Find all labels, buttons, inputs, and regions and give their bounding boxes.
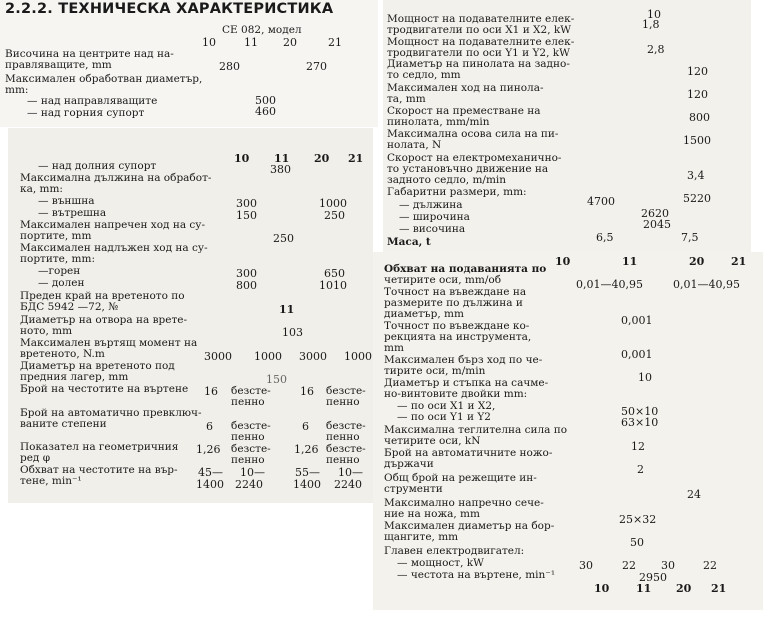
spec-panel-top-right [383, 0, 751, 252]
spec-label: Диаметър на пинолата на задно- [387, 58, 570, 70]
spec-label: — честота на въртене, min⁻¹ [397, 569, 556, 581]
spec-value: 7,5 [681, 231, 699, 244]
spec-label: Максимален ход на пинола- [387, 82, 544, 94]
spec-value: 0,01—40,95 [576, 278, 643, 291]
spec-value: 5220 [683, 192, 711, 205]
spec-label: Максимална дължина на обработ- [20, 172, 212, 184]
spec-label: — външна [38, 195, 95, 207]
col-header: 21 [348, 152, 364, 165]
spec-label: — мощност, kW [397, 557, 484, 569]
col-footer: 20 [676, 582, 692, 595]
col-header: 21 [328, 36, 342, 49]
spec-value: 650 [324, 267, 345, 280]
model-label: СЕ 082, модел [222, 24, 302, 36]
spec-value: 6,5 [596, 231, 614, 244]
spec-label: размерите по дължина и [384, 297, 523, 309]
spec-value: 11 [279, 303, 295, 316]
spec-value: 6 [206, 420, 213, 433]
spec-label: предния лагер, mm [20, 371, 129, 383]
spec-label: Маса, t [387, 236, 431, 248]
spec-value: пенно [231, 396, 265, 408]
col-header: 11 [274, 152, 290, 165]
spec-value: 1000 [319, 197, 347, 210]
spec-label: ваните степени [20, 418, 107, 430]
spec-label: четирите оси, kN [384, 435, 481, 447]
spec-label: портите, mm: [20, 253, 95, 265]
spec-value: 0,001 [621, 314, 653, 327]
spec-value: безсте- [231, 420, 271, 432]
spec-label: то установъчно движение на [387, 163, 549, 175]
spec-value: 2240 [334, 478, 362, 491]
spec-label: БДС 5942 —72, № [20, 301, 119, 313]
spec-label: щангите, mm [384, 531, 459, 543]
spec-value: безсте- [326, 420, 366, 432]
spec-value: безсте- [326, 443, 366, 455]
spec-label: Брой на честотите на въртене [20, 383, 189, 395]
col-header: 20 [283, 36, 297, 49]
spec-label: правляващите, mm [5, 59, 112, 71]
spec-value: 16 [204, 385, 218, 398]
col-header: 21 [731, 255, 747, 268]
spec-value: пенно [326, 396, 360, 408]
spec-label: задното седло, m/min [387, 174, 507, 186]
spec-value: 800 [689, 111, 710, 124]
spec-value: 1,26 [294, 443, 319, 456]
spec-label: Точност на въвеждане на [384, 286, 527, 298]
spec-value: 150 [236, 209, 257, 222]
spec-label: —горен [38, 265, 81, 277]
spec-label: Точност по въвеждане ко- [384, 320, 530, 332]
spec-value: 270 [306, 60, 327, 73]
spec-label: вретеното, N.m [20, 348, 105, 360]
spec-label: диаметър, mm [384, 308, 464, 320]
spec-value: 103 [282, 326, 303, 339]
spec-label: Обхват на честотите на вър- [20, 464, 178, 476]
spec-panel-top-left [0, 0, 378, 127]
spec-value: 30 [661, 559, 675, 572]
spec-label: — по оси Y1 и Y2 [397, 411, 491, 423]
spec-value: 10 [638, 371, 652, 384]
spec-value: 2 [637, 463, 644, 476]
spec-label: Максимален напречен ход на су- [20, 219, 206, 231]
spec-value: 800 [236, 279, 257, 292]
spec-value: 3,4 [687, 169, 705, 182]
spec-label: Максимален диаметър на бор- [384, 520, 555, 532]
spec-value: 1400 [293, 478, 321, 491]
spec-value: 2620 [641, 207, 669, 220]
col-footer: 11 [636, 582, 652, 595]
spec-value: 6 [302, 420, 309, 433]
spec-value: пенно [326, 454, 360, 466]
spec-value: 1000 [254, 350, 282, 363]
spec-value: 500 [255, 94, 276, 107]
spec-value: пенно [231, 431, 265, 443]
spec-label: — по оси X1 и X2, [397, 400, 496, 412]
spec-value: 280 [219, 60, 240, 73]
spec-label: — над направляващите [27, 95, 158, 107]
spec-label: Обхват на подаванията по [384, 263, 547, 275]
spec-label: Показател на геометричния [20, 441, 179, 453]
spec-label: струменти [384, 483, 443, 495]
spec-label: Брой на автоматичните ножо- [384, 447, 553, 459]
spec-value: 50×10 [621, 405, 659, 418]
spec-value: 22 [703, 559, 717, 572]
col-header: 20 [689, 255, 705, 268]
spec-value: 22 [622, 559, 636, 572]
spec-value: 120 [687, 88, 708, 101]
spec-label: — над долния супорт [38, 160, 157, 172]
spec-label: Скорост на преместване на [387, 105, 541, 117]
spec-label: ние на ножа, mm [384, 508, 480, 520]
spec-label: Мощност на подавателните елек- [387, 36, 575, 48]
spec-value: 300 [236, 197, 257, 210]
spec-label: Диаметър на вретеното под [20, 360, 175, 372]
spec-value: 1010 [319, 279, 347, 292]
col-header: 10 [202, 36, 216, 49]
spec-value: 10— [338, 466, 363, 479]
spec-label: то седло, mm [387, 69, 461, 81]
spec-label: — широчина [399, 211, 470, 223]
spec-value: 150 [266, 373, 287, 386]
section-heading: 2.2.2. ТЕХНИЧЕСКА ХАРАКТЕРИСТИКА [5, 1, 334, 17]
spec-label: Максимален надлъжен ход на су- [20, 242, 208, 254]
spec-label: Преден край на вретеното по [20, 290, 185, 302]
spec-value: 3000 [204, 350, 232, 363]
spec-label: нолата, N [387, 139, 442, 151]
spec-value: 63×10 [621, 416, 659, 429]
spec-label: ното, mm [20, 325, 73, 337]
spec-label: рекцията на инструмента, [384, 331, 532, 343]
spec-label: Височина на центрите над на- [5, 48, 174, 60]
spec-value: 3000 [299, 350, 327, 363]
spec-label: ред φ [20, 452, 51, 464]
spec-label: пинолата, mm/min [387, 116, 490, 128]
spec-value: 25×32 [619, 513, 657, 526]
spec-label: ка, mm: [20, 183, 63, 195]
spec-label: — дължина [399, 199, 463, 211]
col-header: 10 [234, 152, 250, 165]
spec-value: 0,01—40,95 [673, 278, 740, 291]
spec-panel-bottom-left [8, 128, 373, 503]
spec-label: Габаритни размери, mm: [387, 186, 527, 198]
spec-value: 55— [295, 466, 320, 479]
col-header: 10 [647, 8, 661, 21]
spec-label: mm: [5, 84, 29, 96]
spec-value: 2240 [235, 478, 263, 491]
spec-value: 120 [687, 65, 708, 78]
spec-label: та, mm [387, 93, 426, 105]
spec-label: тродвигатели по оси X1 и X2, kW [387, 24, 572, 36]
spec-value: 12 [631, 440, 645, 453]
spec-value: 45— [198, 466, 223, 479]
spec-label: но-винтовите двойки mm: [384, 388, 528, 400]
spec-label: четирите оси, mm/об [384, 274, 502, 286]
spec-value: 380 [270, 163, 291, 176]
col-header: 11 [622, 255, 638, 268]
spec-value: 24 [687, 488, 701, 501]
spec-value: 2,8 [647, 43, 665, 56]
spec-value: пенно [231, 454, 265, 466]
spec-value: 1400 [196, 478, 224, 491]
spec-label: тродвигатели по оси Y1 и Y2, kW [387, 47, 570, 59]
spec-label: Максимално напречно сече- [384, 497, 544, 509]
spec-value: 300 [236, 267, 257, 280]
spec-value: 1,26 [196, 443, 221, 456]
spec-label: Максимална теглителна сила по [384, 424, 568, 436]
spec-label: Диаметър и стъпка на сачме- [384, 377, 549, 389]
spec-value: безсте- [231, 385, 271, 397]
spec-label: — вътрешна [38, 207, 107, 219]
spec-value: 4700 [587, 195, 615, 208]
spec-value: 0,001 [621, 348, 653, 361]
spec-label: тене, min⁻¹ [20, 475, 82, 487]
spec-value: 250 [273, 232, 294, 245]
spec-value: 250 [324, 209, 345, 222]
col-footer: 21 [711, 582, 727, 595]
spec-value: 2950 [639, 571, 667, 584]
spec-label: Брой на автоматично превключ- [20, 407, 202, 419]
spec-label: Главен електродвигател: [384, 545, 525, 557]
spec-value: безсте- [231, 443, 271, 455]
spec-label: Максимален бърз ход по че- [384, 354, 543, 366]
spec-label: — височина [399, 223, 466, 235]
spec-label: портите, mm [20, 230, 92, 242]
spec-label: mm [384, 342, 404, 354]
spec-label: Максимален въртящ момент на [20, 337, 198, 349]
col-header: 20 [314, 152, 330, 165]
spec-value: 30 [579, 559, 593, 572]
spec-label: Мощност на подавателните елек- [387, 13, 575, 25]
spec-label: държачи [384, 458, 434, 470]
spec-label: — долен [38, 277, 85, 289]
spec-value: 50 [630, 536, 644, 549]
spec-label: — над горния супорт [27, 107, 145, 119]
spec-label: Общ брой на режещите ин- [384, 472, 537, 484]
spec-panel-bottom-right [373, 252, 763, 610]
spec-label: Максимална осова сила на пи- [387, 128, 559, 140]
spec-value: 460 [255, 105, 276, 118]
spec-value: пенно [326, 431, 360, 443]
col-footer: 10 [594, 582, 610, 595]
spec-value: 1,8 [642, 18, 660, 31]
spec-value: 16 [300, 385, 314, 398]
spec-label: Скорост на електромеханично- [387, 152, 562, 164]
spec-label: тирите оси, m/min [384, 365, 486, 377]
spec-value: 1500 [683, 134, 711, 147]
spec-label: Диаметър на отвора на врете- [20, 314, 188, 326]
col-header: 11 [244, 36, 258, 49]
spec-value: 1000 [344, 350, 372, 363]
col-header: 10 [555, 255, 571, 268]
spec-value: 2045 [643, 218, 671, 231]
spec-value: безсте- [326, 385, 366, 397]
spec-label: Максимален обработван диаметър, [5, 73, 203, 85]
spec-value: 10— [240, 466, 265, 479]
